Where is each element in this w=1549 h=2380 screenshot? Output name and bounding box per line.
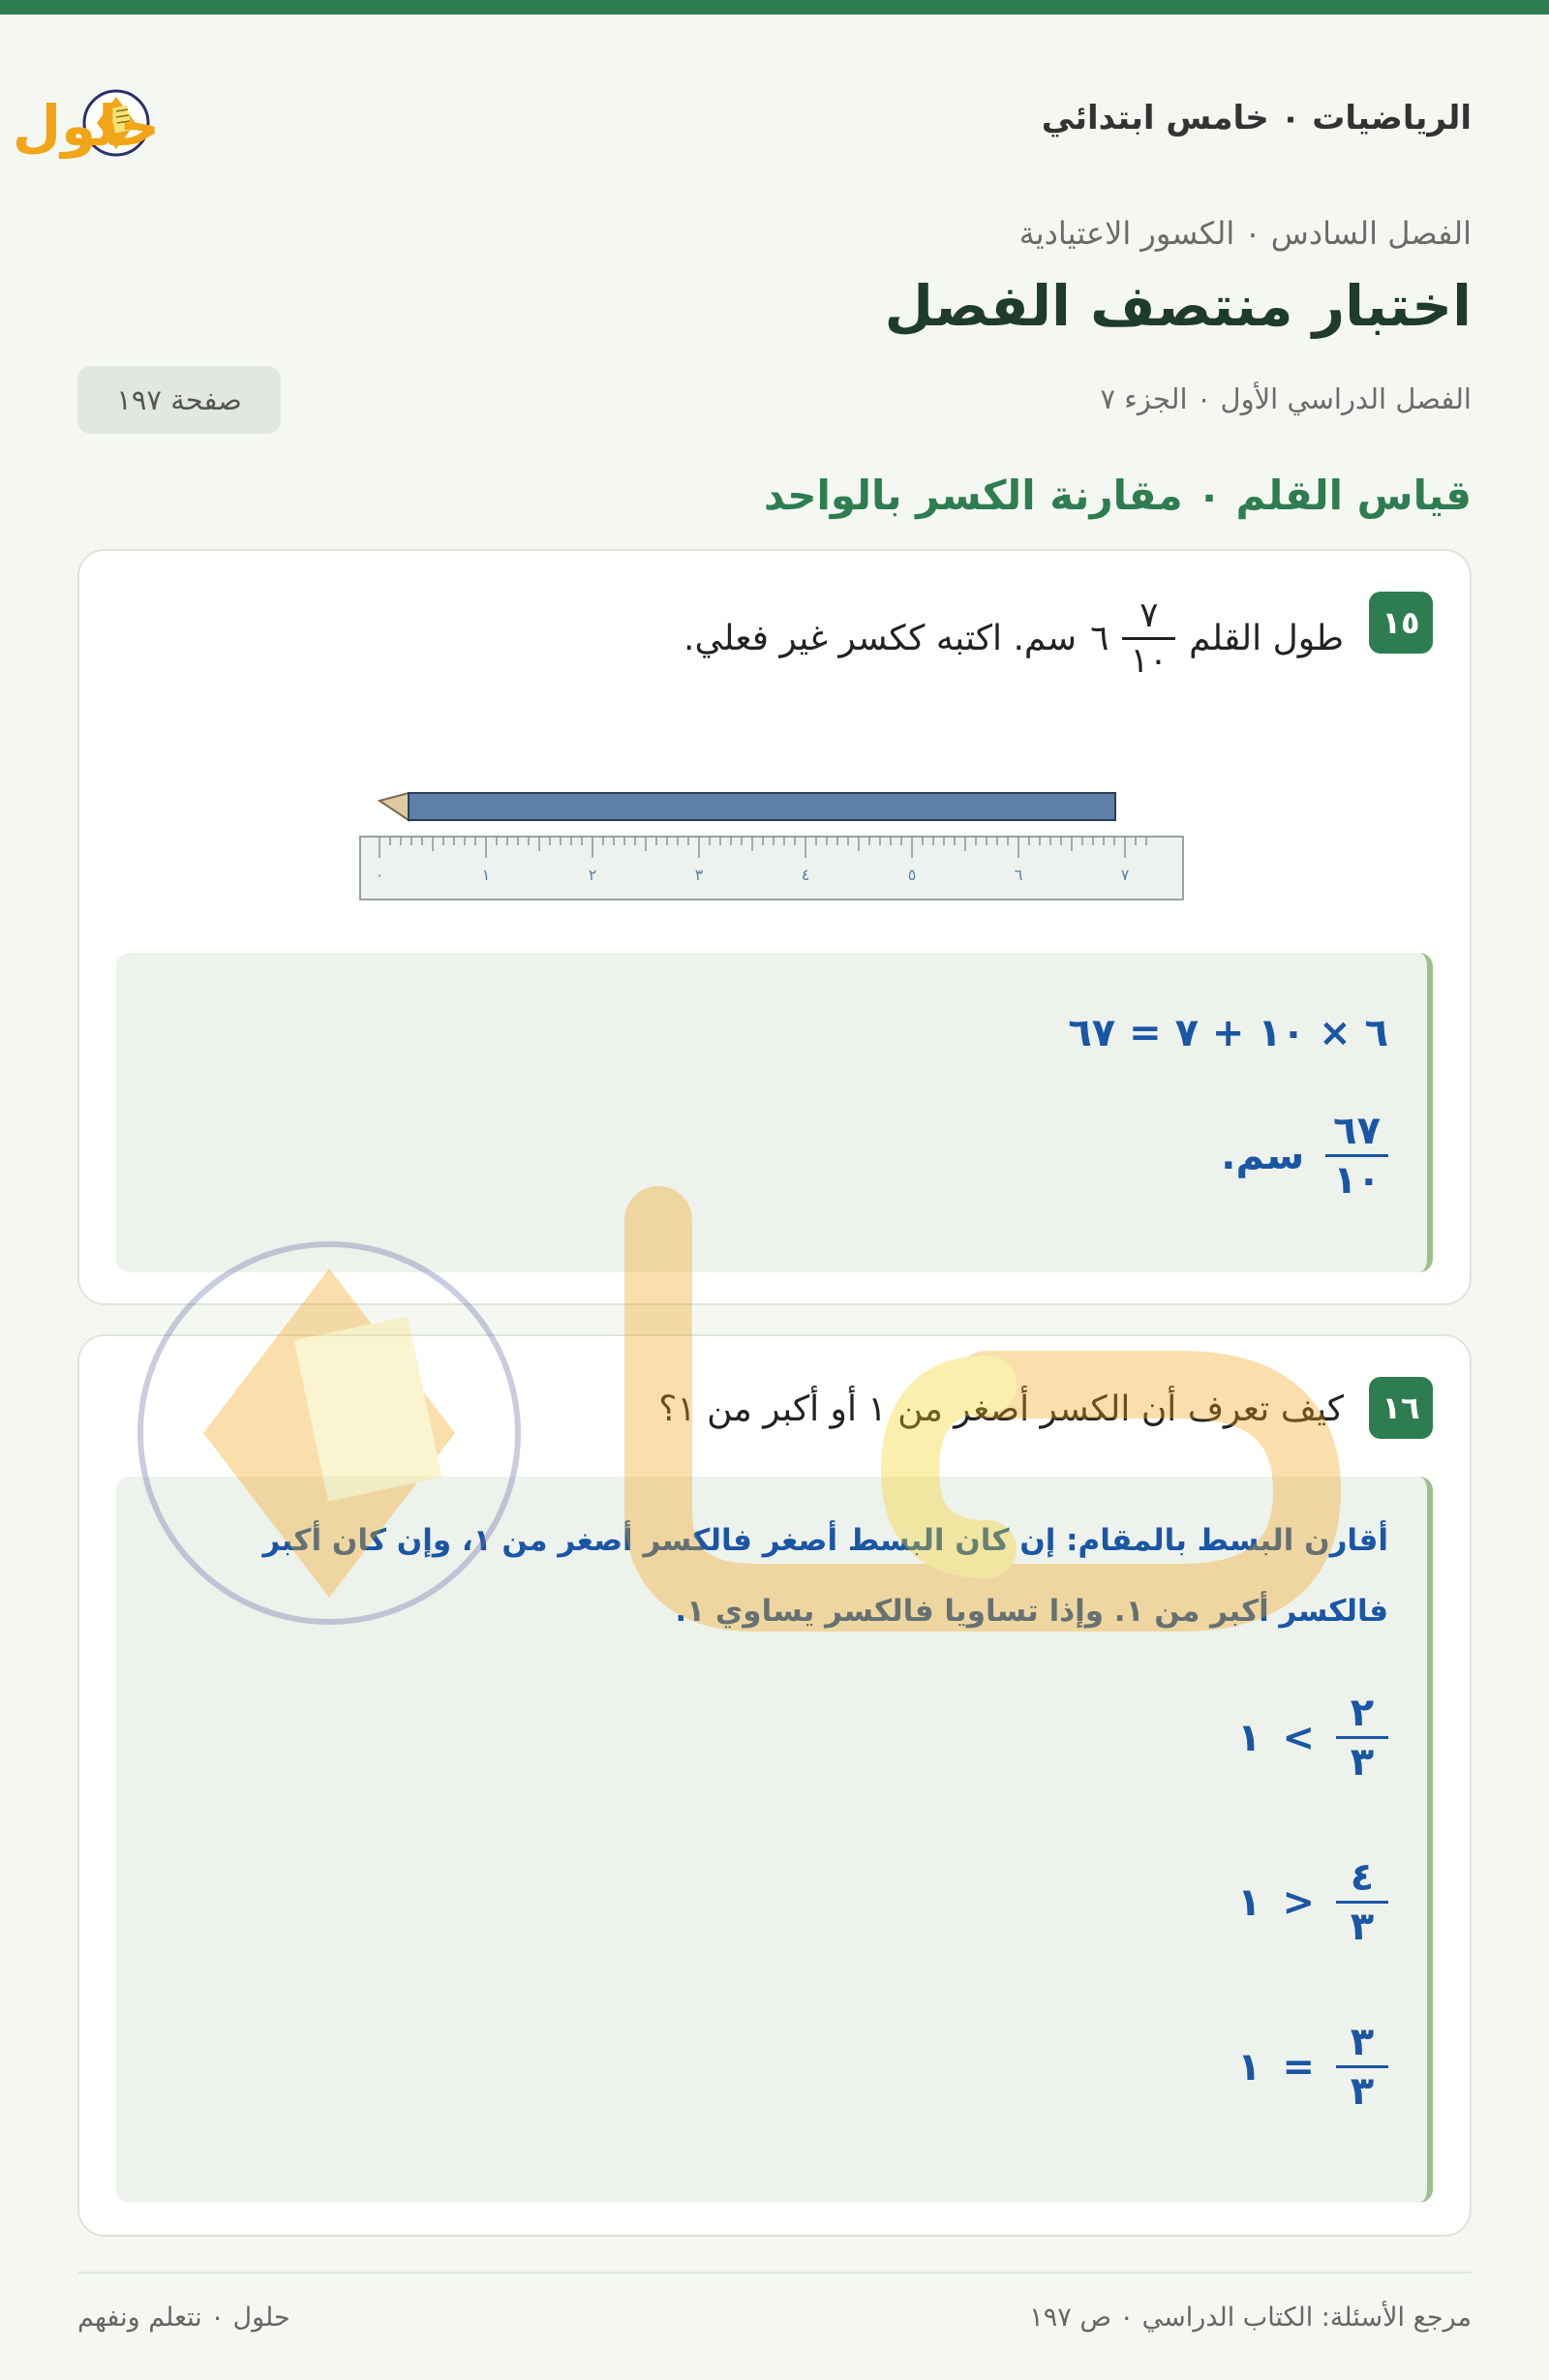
chapter-label: الفصل السادس ٠ الكسور الاعتيادية [1018, 215, 1472, 252]
logo-icon [12, 68, 349, 174]
comparison-rhs: ١ [1237, 2044, 1261, 2090]
comparison-rhs: ١ [1237, 1715, 1261, 1760]
comparison-sign: = [1282, 2044, 1315, 2090]
comparison-row [1237, 1690, 1388, 1785]
page-header [12, 68, 1472, 174]
answer-explanation: أقارن البسط بالمقام: إن كان البسط أصغر فالكسر أصغر من ١، وإن كان أكبر فالكسر أكبر من ١. وإذا تساويا فالكسر يساوي ١. [262, 1523, 1388, 1629]
section-title: قياس القلم ٠ مقارنة الكسر بالواحد [763, 472, 1472, 519]
pencil-icon [380, 793, 1115, 820]
footer-reference: مرجع الأسئلة: الكتاب الدراسي ٠ ص ١٩٧ [1029, 2303, 1472, 2333]
hulul-logo[interactable] [12, 68, 349, 174]
answer-box-16 [116, 1477, 1433, 2203]
comparison-rhs: ١ [1237, 1879, 1261, 1925]
ruler-label: ٧ [1120, 866, 1130, 884]
question-text-after: سم. اكتبه ككسر غير فعلي. [683, 619, 1078, 658]
svg-text:حلول: حلول [12, 93, 160, 159]
result-fraction [1325, 1108, 1388, 1204]
top-accent-bar [0, 0, 1549, 15]
semester-label: الفصل الدراسي الأول ٠ الجزء ٧ [1100, 382, 1472, 415]
ruler-label: ٣ [694, 866, 704, 884]
pencil-ruler-figure [350, 793, 1183, 919]
comparison-sign: < [1282, 1879, 1315, 1925]
comparison-row [1237, 2019, 1388, 2115]
comparison-sign: > [1282, 1715, 1315, 1760]
ruler-label: ٢ [588, 866, 597, 884]
comparison-row [1237, 1854, 1388, 1950]
result-denominator: ١٠ [1333, 1158, 1381, 1203]
question-fraction [1122, 595, 1175, 683]
result-numerator: ٦٧ [1333, 1109, 1381, 1153]
comparison-fraction [1336, 1690, 1388, 1785]
page-number-badge: صفحة ١٩٧ [77, 366, 281, 434]
question-number: ١٦ [1369, 1377, 1433, 1439]
footer-tagline: حلول ٠ نتعلم ونفهم [77, 2303, 290, 2333]
comparison-fraction [1336, 1854, 1388, 1950]
question-text [683, 595, 1344, 683]
numerator: ٣ [1350, 2020, 1375, 2064]
fraction-denominator: ١٠ [1130, 641, 1169, 681]
question-text-before: طول القلم [1189, 619, 1344, 658]
question-card-16 [77, 1334, 1472, 2237]
answer-result [1221, 1108, 1388, 1204]
ruler-label: ١ [481, 866, 491, 884]
denominator: ٣ [1350, 1740, 1375, 1785]
result-unit: سم. [1221, 1133, 1305, 1178]
ruler-label: ٤ [801, 866, 810, 884]
numerator: ٢ [1350, 1691, 1375, 1735]
denominator: ٣ [1350, 1905, 1375, 1949]
footer-divider [77, 2272, 1472, 2273]
ruler [360, 837, 1183, 900]
ruler-label: ٦ [1014, 866, 1023, 884]
denominator: ٣ [1350, 2069, 1375, 2114]
comparison-fraction [1336, 2019, 1388, 2115]
subject-label: الرياضيات ٠ خامس ابتدائي [1041, 99, 1472, 137]
pencil-ruler-illustration [350, 793, 1183, 919]
question-card-15 [77, 549, 1472, 1305]
mixed-whole: ٦ [1090, 619, 1109, 658]
ruler-label: ٥ [907, 866, 917, 884]
answer-box-15 [116, 953, 1433, 1272]
page-title: اختبار منتصف الفصل [884, 273, 1472, 339]
numerator: ٤ [1350, 1855, 1375, 1900]
question-text: كيف تعرف أن الكسر أصغر من ١ أو أكبر من ١؟ [658, 1389, 1344, 1429]
ruler-label: ٠ [375, 866, 384, 884]
question-number: ١٥ [1369, 592, 1433, 654]
fraction-numerator: ٧ [1139, 595, 1159, 635]
answer-equation: ٦ × ١٠ + ٧ = ٦٧ [1068, 1011, 1388, 1055]
